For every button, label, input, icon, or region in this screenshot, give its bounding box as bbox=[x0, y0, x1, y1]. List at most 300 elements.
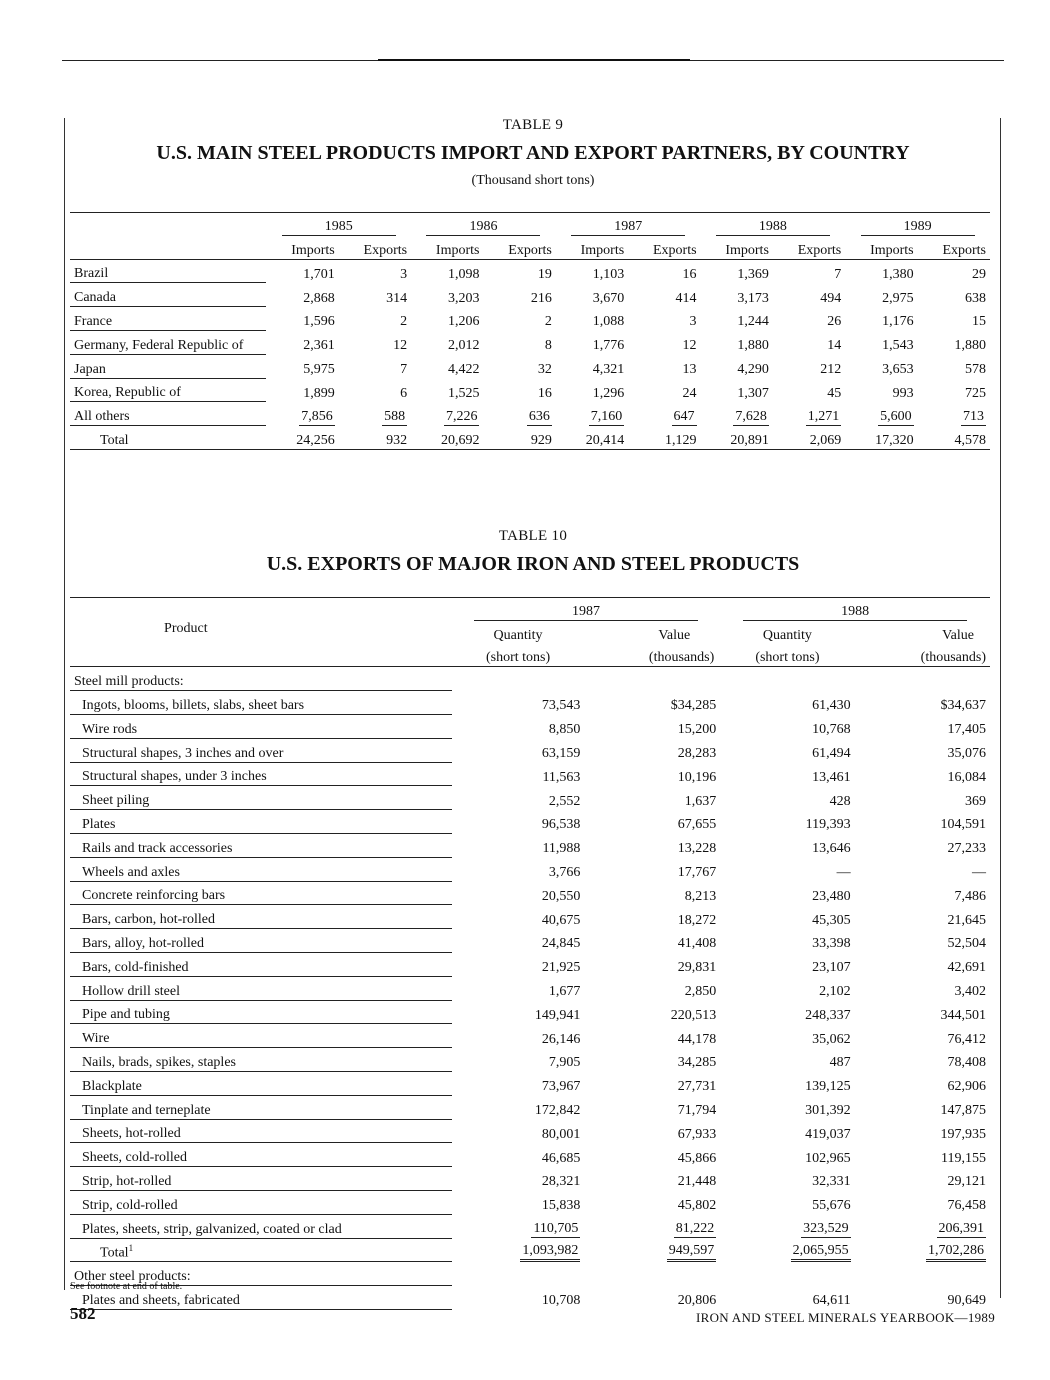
table-cell bbox=[918, 330, 990, 354]
total-cell: 20,414 bbox=[585, 432, 625, 448]
table-cell bbox=[584, 1214, 720, 1238]
cell-value: 35,062 bbox=[812, 1031, 851, 1047]
table-cell bbox=[701, 378, 773, 402]
table-row bbox=[70, 762, 990, 786]
product-label: Plates bbox=[70, 810, 452, 834]
cell-value: 1,088 bbox=[592, 314, 625, 330]
cell-value: 104,591 bbox=[940, 817, 986, 833]
cell-value: 29,121 bbox=[947, 1174, 986, 1190]
table-cell bbox=[720, 691, 854, 715]
cell-value: 647 bbox=[673, 408, 695, 424]
cell-value: 24 bbox=[682, 385, 697, 401]
table-cell bbox=[452, 929, 585, 953]
table-cell bbox=[628, 330, 700, 354]
product-label: Wire rods bbox=[70, 714, 452, 738]
table-cell bbox=[452, 1143, 585, 1167]
cell-value: 3,653 bbox=[882, 362, 914, 378]
cell-value: 73,967 bbox=[541, 1079, 581, 1095]
cell-value: 78,408 bbox=[947, 1055, 986, 1071]
cell-value: 23,107 bbox=[812, 960, 851, 976]
cell-value: 2,552 bbox=[548, 793, 581, 809]
cell-value: 35,076 bbox=[947, 746, 986, 762]
cell-value: 3,670 bbox=[592, 290, 625, 306]
cell-value: 2,102 bbox=[819, 984, 851, 1000]
cell-value: 301,392 bbox=[805, 1103, 851, 1119]
table-row bbox=[70, 1000, 990, 1024]
cell-value: 1,637 bbox=[684, 793, 717, 809]
t10-qty1-header: Quantity bbox=[493, 627, 543, 643]
cell-value: 4,321 bbox=[592, 362, 625, 378]
cell-value: 18,272 bbox=[677, 912, 717, 928]
table10-footnote: See footnote at end of table. bbox=[70, 1281, 183, 1292]
cell-value: 13,228 bbox=[677, 841, 717, 857]
table-row bbox=[70, 833, 990, 857]
product-label: Strip, cold-rolled bbox=[70, 1190, 452, 1214]
table-cell bbox=[855, 691, 990, 715]
cell-value: 67,655 bbox=[677, 817, 717, 833]
table-cell bbox=[483, 402, 555, 426]
cell-value: 7,856 bbox=[301, 408, 333, 424]
cell-value: 139,125 bbox=[805, 1079, 851, 1095]
table-cell bbox=[584, 762, 720, 786]
country-label: Japan bbox=[70, 354, 266, 378]
table-cell bbox=[339, 307, 411, 331]
table-cell bbox=[452, 1119, 585, 1143]
cell-value: 44,178 bbox=[677, 1031, 717, 1047]
table-cell bbox=[701, 307, 773, 331]
cell-value: 45,305 bbox=[812, 912, 851, 928]
table-row bbox=[70, 1190, 990, 1214]
total-cell: 17,320 bbox=[875, 432, 914, 448]
cell-value: 1,369 bbox=[737, 266, 769, 282]
table-cell bbox=[855, 1095, 990, 1119]
cell-value: 2 bbox=[400, 314, 408, 330]
table-row bbox=[70, 354, 990, 378]
cell-value: 24,845 bbox=[541, 936, 581, 952]
table-cell bbox=[584, 976, 720, 1000]
table-cell bbox=[855, 714, 990, 738]
table-cell bbox=[720, 857, 854, 881]
total-value: 1,093,982 bbox=[520, 1243, 580, 1262]
cell-value: 15,838 bbox=[541, 1198, 581, 1214]
table-cell bbox=[452, 1190, 585, 1214]
cell-value: 2,975 bbox=[882, 290, 914, 306]
table-cell bbox=[584, 1119, 720, 1143]
table-row bbox=[70, 1214, 990, 1238]
product-label: Rails and track accessories bbox=[70, 833, 452, 857]
table-cell bbox=[720, 1048, 854, 1072]
table-row bbox=[70, 1143, 990, 1167]
table-row bbox=[70, 905, 990, 929]
product-label: Bars, carbon, hot-rolled bbox=[70, 905, 452, 929]
table-cell bbox=[584, 1000, 720, 1024]
cell-value: 17,767 bbox=[677, 865, 717, 881]
table-cell bbox=[584, 905, 720, 929]
product-label: Hollow drill steel bbox=[70, 976, 452, 1000]
table-cell bbox=[452, 786, 585, 810]
cell-value: 323,529 bbox=[803, 1221, 849, 1237]
table-cell bbox=[918, 307, 990, 331]
total-label: Total bbox=[100, 432, 129, 448]
cell-value: 419,037 bbox=[805, 1126, 851, 1142]
cell-value: 588 bbox=[384, 408, 406, 424]
table-cell bbox=[483, 307, 555, 331]
cell-value: 428 bbox=[829, 793, 851, 809]
cell-value: 12 bbox=[682, 338, 697, 354]
table-cell bbox=[720, 976, 854, 1000]
t9-imports-header: Imports bbox=[870, 242, 914, 258]
table-row bbox=[70, 1048, 990, 1072]
cell-value: 96,538 bbox=[541, 817, 581, 833]
cell-value: 1,543 bbox=[882, 338, 914, 354]
table-cell bbox=[411, 354, 483, 378]
table-row bbox=[70, 1286, 990, 1310]
table-cell bbox=[584, 1286, 720, 1310]
cell-value: 15 bbox=[972, 314, 986, 330]
table-cell bbox=[452, 1286, 585, 1310]
table-cell bbox=[266, 307, 338, 331]
total-cell bbox=[855, 1238, 990, 1262]
table-cell bbox=[339, 259, 411, 283]
cell-value: 55,676 bbox=[812, 1198, 851, 1214]
table-cell bbox=[773, 307, 845, 331]
table-cell bbox=[452, 857, 585, 881]
cell-value: 1,098 bbox=[447, 266, 480, 282]
table-cell bbox=[720, 714, 854, 738]
table-row bbox=[70, 1095, 990, 1119]
t9-year-1989: 1989 bbox=[861, 219, 975, 236]
cell-value: 216 bbox=[530, 290, 552, 306]
table-cell bbox=[720, 905, 854, 929]
table-cell bbox=[483, 378, 555, 402]
country-label: France bbox=[70, 307, 266, 331]
table-cell bbox=[845, 402, 917, 426]
cell-value: 19 bbox=[537, 266, 552, 282]
t9-imports-header: Imports bbox=[291, 242, 335, 258]
table-cell bbox=[845, 354, 917, 378]
cell-value: 10,708 bbox=[541, 1293, 581, 1309]
cell-value: 13,646 bbox=[812, 841, 851, 857]
product-label: Structural shapes, 3 inches and over bbox=[70, 738, 452, 762]
cell-value: 28,321 bbox=[541, 1174, 581, 1190]
table-cell bbox=[339, 354, 411, 378]
cell-value: 102,965 bbox=[805, 1150, 851, 1166]
cell-value: 220,513 bbox=[670, 1007, 717, 1023]
cell-value: 29 bbox=[972, 266, 986, 282]
cell-value: 3 bbox=[689, 314, 697, 330]
cell-value: 45 bbox=[827, 385, 842, 401]
table-cell bbox=[855, 1119, 990, 1143]
cell-value: 3 bbox=[400, 266, 408, 282]
table-cell bbox=[628, 283, 700, 307]
cell-value: 1,880 bbox=[737, 338, 769, 354]
cell-value: 33,398 bbox=[812, 936, 851, 952]
t9-year-1987: 1987 bbox=[571, 219, 685, 236]
cell-value: 16,084 bbox=[947, 769, 986, 785]
cell-value: 7,486 bbox=[954, 888, 986, 904]
table-row bbox=[70, 714, 990, 738]
product-label: Blackplate bbox=[70, 1071, 452, 1095]
table-cell bbox=[556, 402, 628, 426]
table-cell bbox=[855, 762, 990, 786]
cell-value: 26,146 bbox=[541, 1031, 581, 1047]
country-label: Korea, Republic of bbox=[70, 378, 266, 402]
cell-value: 197,935 bbox=[940, 1126, 986, 1142]
table-cell bbox=[845, 259, 917, 283]
table-cell bbox=[452, 976, 585, 1000]
cell-value: 13 bbox=[682, 362, 697, 378]
cell-value: 8,213 bbox=[684, 888, 717, 904]
cell-value: 206,391 bbox=[938, 1221, 984, 1237]
table-cell bbox=[628, 378, 700, 402]
cell-value: 3,173 bbox=[737, 290, 769, 306]
cell-value: 1,380 bbox=[882, 266, 914, 282]
table-cell bbox=[411, 307, 483, 331]
table-cell bbox=[584, 1071, 720, 1095]
cell-value: 5,600 bbox=[880, 408, 912, 424]
t10-year-1988: 1988 bbox=[743, 604, 967, 621]
t10-qty2-unit: (short tons) bbox=[755, 650, 820, 666]
cell-value: 11,563 bbox=[542, 769, 581, 785]
t10-val1-unit: (thousands) bbox=[648, 650, 715, 666]
table-cell bbox=[855, 1143, 990, 1167]
country-label: Canada bbox=[70, 283, 266, 307]
table-cell bbox=[720, 1071, 854, 1095]
cell-value: 17,405 bbox=[947, 722, 986, 738]
table-cell bbox=[855, 1214, 990, 1238]
table-cell bbox=[855, 905, 990, 929]
cell-value: 147,875 bbox=[940, 1103, 986, 1119]
cell-value: 1,880 bbox=[954, 338, 986, 354]
total-value: 1,702,286 bbox=[926, 1243, 986, 1262]
cell-value: 1,899 bbox=[303, 385, 335, 401]
cell-value: 1,525 bbox=[447, 385, 480, 401]
table-row bbox=[70, 1071, 990, 1095]
cell-value: 62,906 bbox=[947, 1079, 986, 1095]
table-cell bbox=[628, 402, 700, 426]
table-cell bbox=[918, 259, 990, 283]
cell-value: 1,296 bbox=[592, 385, 625, 401]
table-cell bbox=[483, 330, 555, 354]
t9-imports-header: Imports bbox=[580, 242, 625, 258]
table-cell bbox=[339, 283, 411, 307]
table-cell bbox=[452, 881, 585, 905]
total-label-cell bbox=[70, 1238, 452, 1262]
cell-value: 12 bbox=[393, 338, 408, 354]
product-label: Strip, hot-rolled bbox=[70, 1167, 452, 1191]
cell-value: 15,200 bbox=[677, 722, 717, 738]
table-cell bbox=[584, 714, 720, 738]
table-cell bbox=[584, 857, 720, 881]
cell-value: 52,504 bbox=[947, 936, 986, 952]
table-cell bbox=[720, 1000, 854, 1024]
cell-value: 1,271 bbox=[807, 408, 840, 424]
table-cell bbox=[720, 881, 854, 905]
total-cell bbox=[584, 1238, 720, 1262]
table-cell bbox=[452, 833, 585, 857]
table-cell bbox=[918, 402, 990, 426]
table-cell bbox=[452, 1214, 585, 1238]
product-label: Sheets, cold-rolled bbox=[70, 1143, 452, 1167]
table-cell bbox=[452, 714, 585, 738]
total-cell: 929 bbox=[530, 432, 552, 448]
cell-value: 63,159 bbox=[541, 746, 581, 762]
table-cell bbox=[584, 1167, 720, 1191]
t10-qty2-header: Quantity bbox=[762, 627, 812, 643]
table-cell bbox=[855, 1167, 990, 1191]
table-cell bbox=[855, 738, 990, 762]
table-cell bbox=[773, 259, 845, 283]
t9-imports-header: Imports bbox=[435, 242, 480, 258]
cell-value: 6 bbox=[400, 385, 408, 401]
table-cell bbox=[452, 1167, 585, 1191]
cell-value: 76,412 bbox=[947, 1031, 986, 1047]
product-label: Bars, cold-finished bbox=[70, 952, 452, 976]
t9-year-1986: 1986 bbox=[426, 219, 540, 236]
cell-value: 487 bbox=[829, 1055, 851, 1071]
product-label: Plates and sheets, fabricated bbox=[70, 1286, 452, 1310]
cell-value: 21,645 bbox=[947, 912, 986, 928]
table-cell bbox=[628, 259, 700, 283]
product-label: Wire bbox=[70, 1024, 452, 1048]
table-cell bbox=[556, 307, 628, 331]
page-number: 582 bbox=[70, 1304, 96, 1323]
table-cell bbox=[855, 976, 990, 1000]
cell-value: 414 bbox=[675, 290, 697, 306]
cell-value: 2,361 bbox=[303, 338, 335, 354]
cell-value: 1,206 bbox=[447, 314, 480, 330]
cell-value: 61,494 bbox=[812, 746, 851, 762]
table-cell bbox=[701, 354, 773, 378]
t9-imports-header: Imports bbox=[725, 242, 769, 258]
cell-value: 7 bbox=[400, 362, 408, 378]
table-cell bbox=[411, 378, 483, 402]
table-cell bbox=[845, 330, 917, 354]
cell-value: 46,685 bbox=[541, 1150, 581, 1166]
cell-value: 7 bbox=[834, 266, 842, 282]
cell-value: 42,691 bbox=[947, 960, 986, 976]
cell-value: 172,842 bbox=[534, 1103, 581, 1119]
t9-exports-header: Exports bbox=[797, 242, 842, 258]
table-cell bbox=[266, 378, 338, 402]
cell-value: 27,731 bbox=[677, 1079, 717, 1095]
table-cell bbox=[556, 354, 628, 378]
table-row bbox=[70, 786, 990, 810]
cell-value: 3,766 bbox=[548, 865, 581, 881]
table-cell bbox=[452, 952, 585, 976]
table-cell bbox=[720, 786, 854, 810]
cell-value: 7,905 bbox=[548, 1055, 581, 1071]
table-cell bbox=[855, 1024, 990, 1048]
table-row bbox=[70, 1024, 990, 1048]
cell-value: 73,543 bbox=[541, 698, 581, 714]
table-cell bbox=[452, 1000, 585, 1024]
section-heading: Other steel products: bbox=[70, 1262, 452, 1286]
table-cell bbox=[483, 283, 555, 307]
cell-value: $34,637 bbox=[940, 698, 986, 714]
cell-value: 40,675 bbox=[541, 912, 581, 928]
table-cell bbox=[628, 307, 700, 331]
total-cell: 20,891 bbox=[730, 432, 769, 448]
cell-value: 3,402 bbox=[954, 984, 986, 1000]
table-cell bbox=[584, 738, 720, 762]
table-cell bbox=[720, 1095, 854, 1119]
total-cell: 24,256 bbox=[296, 432, 335, 448]
t10-val2-header: Value bbox=[942, 627, 974, 643]
table-row bbox=[70, 810, 990, 834]
cell-value: 61,430 bbox=[812, 698, 851, 714]
t9-year-1988: 1988 bbox=[716, 219, 830, 236]
table-cell bbox=[918, 354, 990, 378]
cell-value: 993 bbox=[892, 385, 914, 401]
table-cell bbox=[556, 378, 628, 402]
cell-value: 149,941 bbox=[534, 1007, 581, 1023]
total-label: Total bbox=[100, 1245, 129, 1261]
cell-value: 7,628 bbox=[735, 408, 767, 424]
cell-value: 1,176 bbox=[882, 314, 914, 330]
t10-year-1987: 1987 bbox=[474, 604, 698, 621]
table-row bbox=[70, 378, 990, 402]
table-cell bbox=[855, 1190, 990, 1214]
cell-value: 344,501 bbox=[940, 1007, 986, 1023]
table-row bbox=[70, 929, 990, 953]
cell-value: 212 bbox=[820, 362, 842, 378]
table9-label: TABLE 9 bbox=[502, 117, 564, 133]
table-cell bbox=[584, 833, 720, 857]
table-cell bbox=[452, 905, 585, 929]
left-margin-rule bbox=[64, 118, 65, 1290]
cell-value: 13,461 bbox=[812, 769, 851, 785]
table-row bbox=[70, 857, 990, 881]
total-row bbox=[70, 426, 990, 450]
table-cell bbox=[773, 330, 845, 354]
cell-value: 14 bbox=[827, 338, 842, 354]
cell-value: 81,222 bbox=[675, 1221, 715, 1237]
cell-value: 45,866 bbox=[677, 1150, 717, 1166]
cell-value: 67,933 bbox=[677, 1126, 717, 1142]
cell-value: 26 bbox=[827, 314, 842, 330]
table-row bbox=[70, 976, 990, 1000]
right-margin-rule bbox=[1000, 118, 1001, 1298]
total-cell: 4,578 bbox=[954, 432, 986, 448]
table-cell bbox=[584, 1024, 720, 1048]
table-cell bbox=[266, 330, 338, 354]
table-cell bbox=[720, 1119, 854, 1143]
total-cell: 20,692 bbox=[440, 432, 480, 448]
country-label: All others bbox=[70, 402, 266, 426]
cell-value: 29,831 bbox=[677, 960, 717, 976]
table-cell bbox=[701, 259, 773, 283]
table-cell bbox=[720, 833, 854, 857]
t9-exports-header: Exports bbox=[508, 242, 552, 258]
cell-value: 1,244 bbox=[737, 314, 769, 330]
cell-value: 4,422 bbox=[447, 362, 480, 378]
table-cell bbox=[452, 738, 585, 762]
running-footer: IRON AND STEEL MINERALS YEARBOOK—1989 bbox=[696, 1310, 996, 1325]
cell-value: 28,283 bbox=[677, 746, 717, 762]
cell-value: — bbox=[836, 865, 851, 881]
table-cell bbox=[720, 810, 854, 834]
product-label: Ingots, blooms, billets, slabs, sheet bars bbox=[70, 691, 452, 715]
table-cell bbox=[339, 402, 411, 426]
country-label: Germany, Federal Republic of bbox=[70, 330, 266, 354]
table-cell bbox=[266, 402, 338, 426]
table-cell bbox=[720, 762, 854, 786]
table-cell bbox=[720, 1167, 854, 1191]
table-cell bbox=[773, 283, 845, 307]
total-value: 949,597 bbox=[667, 1243, 717, 1262]
cell-value: 119,155 bbox=[941, 1150, 986, 1166]
